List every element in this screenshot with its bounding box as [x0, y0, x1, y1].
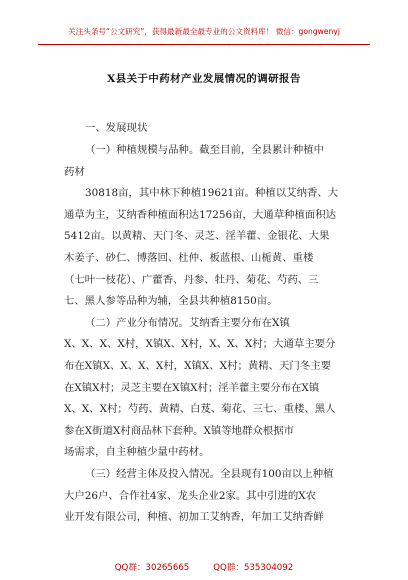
body-line: 七、黑人参等品种为辅，全县共种植8150亩。	[64, 295, 278, 308]
body-line: 5412亩。以黄精、天门冬、灵芝、淫羊藿、金银花、大果	[64, 230, 330, 243]
section-heading-text: 一、发展现状	[85, 122, 148, 134]
body-line: 场需求，自主种植少量中药材。	[64, 446, 210, 459]
body-line: 业开发有限公司，种植、初加工艾纳香，年加工艾纳香鲜	[64, 511, 324, 524]
body-line: X、X、X村；芍药、黄精、白芨、菊花、三七、重楼、黑人	[64, 403, 336, 416]
body-line: （七叶一枝花）、广藿香、丹参、牡丹、菊花、芍药、三	[64, 273, 319, 286]
body-line: 木姜子、砂仁、博落回、杜仲、板蓝根、山栀黄、重楼	[64, 251, 314, 264]
body-line: 参在X街道X村商品林下套种。X镇等地群众根据市	[64, 424, 295, 437]
body-line: 30818亩，其中林下种植19621亩。种植以艾纳香、大	[85, 187, 339, 200]
footer-qq-group-2: QQ群：535304092	[213, 563, 294, 573]
document-body	[64, 140, 360, 529]
body-line: X、X、X、X村，X镇X、X村，X、X、X村；大通草主要分	[64, 338, 336, 351]
footer-contacts	[0, 561, 408, 573]
header-banner: 关注头条号“公文研究”，获得最新最全最专业的公文资料库！ 微信：gongwenyj	[68, 27, 340, 36]
body-line: 通草为主，艾纳香种植面积达17256亩，大通草种植面积达	[64, 208, 337, 221]
body-line: 布在X镇X、X、X、X村，X镇X、X村；黄精、天门冬主要	[64, 359, 331, 372]
body-line: 药材	[64, 165, 85, 178]
header-rule	[38, 44, 370, 45]
body-line: 在X镇X村；灵芝主要在X镇X村；淫羊藿主要分布在X镇	[64, 381, 320, 394]
footer-qq-group-1: QQ群：30265665	[114, 563, 190, 573]
body-line: 大户26户、合作社4家、龙头企业2家。其中引进的X农	[64, 489, 317, 502]
document-title: X县关于中药材产业发展情况的调研报告	[107, 73, 301, 85]
body-line: （一）种植规模与品种。截至目前，全县累计种植中	[85, 144, 324, 156]
body-line: （二）产业分布情况。艾纳香主要分布在X镇	[85, 316, 290, 329]
body-line: （三）经营主体及投入情况。全县现有100亩以上种植	[85, 467, 334, 480]
section-heading	[64, 118, 360, 140]
